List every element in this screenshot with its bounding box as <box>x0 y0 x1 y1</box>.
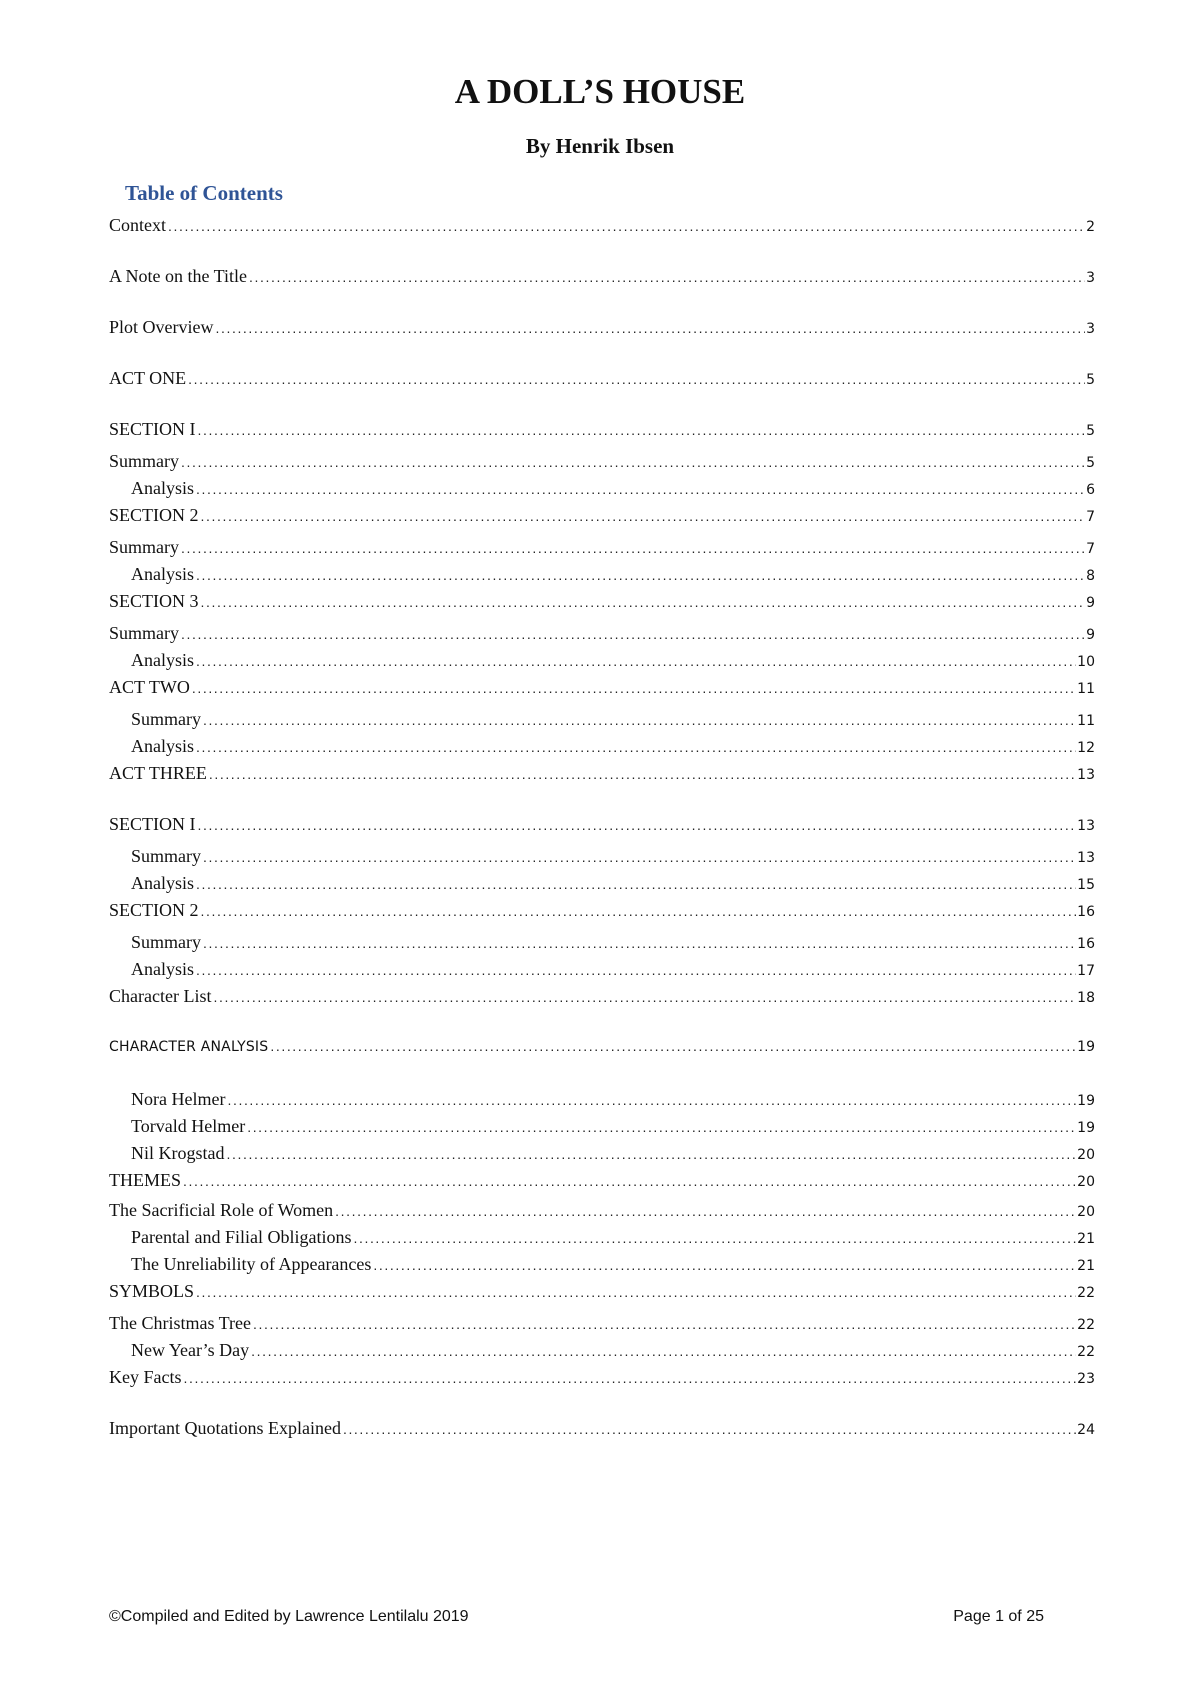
toc-entry-page-number: 2 <box>1086 219 1095 235</box>
toc-dot-leader <box>196 739 1076 755</box>
toc-entry-label: A Note on the Title <box>109 266 248 286</box>
toc-entry[interactable] <box>109 537 1095 559</box>
toc-entry-page-number: 13 <box>1077 850 1095 866</box>
toc-dot-leader <box>196 481 1085 497</box>
toc-dot-leader <box>183 1173 1076 1189</box>
toc-dot-leader <box>196 567 1085 583</box>
toc-dot-leader <box>203 712 1076 728</box>
toc-entry-page-number: 10 <box>1077 654 1095 670</box>
toc-entry-page-number: 3 <box>1086 321 1095 337</box>
toc-dot-leader <box>247 1119 1076 1135</box>
toc-entry-page-number: 21 <box>1077 1258 1095 1274</box>
toc-entry-label: Summary <box>131 846 201 866</box>
toc-entry-label: ACT ONE <box>109 368 187 388</box>
toc-entry-label: Torvald Helmer <box>131 1116 246 1136</box>
toc-entry-label: CHARACTER ANALYSIS <box>109 1039 269 1055</box>
toc-entry[interactable] <box>109 451 1095 473</box>
toc-entry-page-number: 3 <box>1086 270 1095 286</box>
toc-entry[interactable] <box>109 900 1095 922</box>
toc-entry-page-number: 16 <box>1077 936 1095 952</box>
toc-entry[interactable] <box>109 1170 1095 1192</box>
page-footer <box>109 1608 1044 1626</box>
toc-entry[interactable] <box>109 1418 1095 1440</box>
toc-entry-page-number: 17 <box>1077 963 1095 979</box>
toc-entry-label: Analysis <box>131 736 194 756</box>
toc-entry[interactable] <box>131 959 1095 981</box>
toc-dot-leader <box>203 849 1076 865</box>
toc-entry-page-number: 5 <box>1086 423 1095 439</box>
toc-entry-page-number: 19 <box>1077 1093 1095 1109</box>
toc-dot-leader <box>353 1230 1076 1246</box>
toc-entry-label: SECTION 2 <box>109 900 199 920</box>
toc-entry-label: SECTION I <box>109 419 196 439</box>
toc-entry-label: SECTION 2 <box>109 505 199 525</box>
toc-dot-leader <box>198 422 1086 438</box>
toc-entry-label: SECTION I <box>109 814 196 834</box>
toc-entry[interactable] <box>109 591 1095 613</box>
toc-entry[interactable] <box>131 709 1095 731</box>
toc-entry[interactable] <box>109 1313 1095 1335</box>
toc-entry-page-number: 6 <box>1086 482 1095 498</box>
toc-entry[interactable] <box>131 650 1095 672</box>
toc-entry[interactable] <box>109 1367 1095 1389</box>
toc-entry-page-number: 12 <box>1077 740 1095 756</box>
toc-entry-label: Key Facts <box>109 1367 182 1387</box>
toc-entry-label: SECTION 3 <box>109 591 199 611</box>
document-title: A DOLL’S HOUSE <box>454 72 746 111</box>
toc-dot-leader <box>203 935 1076 951</box>
toc-entry[interactable] <box>131 736 1095 758</box>
toc-entry[interactable] <box>131 1254 1095 1276</box>
toc-entry-page-number: 22 <box>1077 1344 1095 1360</box>
toc-dot-leader <box>215 320 1085 336</box>
toc-dot-leader <box>188 371 1085 387</box>
toc-entry-label: ACT THREE <box>109 763 207 783</box>
toc-entry-label: Character List <box>109 986 212 1006</box>
toc-entry-label: Nora Helmer <box>131 1089 226 1109</box>
toc-entry-label: THEMES <box>109 1170 181 1190</box>
toc-entry-label: Summary <box>109 537 179 557</box>
toc-entry[interactable] <box>109 317 1095 339</box>
toc-entry[interactable] <box>131 873 1095 895</box>
toc-entry-page-number: 20 <box>1077 1204 1095 1220</box>
toc-dot-leader <box>335 1203 1076 1219</box>
toc-entry[interactable] <box>131 478 1095 500</box>
toc-dot-leader <box>343 1421 1076 1437</box>
toc-entry-label: Analysis <box>131 650 194 670</box>
toc-entry[interactable] <box>109 1200 1095 1222</box>
toc-entry-page-number: 9 <box>1086 595 1095 611</box>
toc-dot-leader <box>201 594 1086 610</box>
toc-entry[interactable] <box>109 505 1095 527</box>
toc-dot-leader <box>373 1257 1076 1273</box>
toc-entry[interactable] <box>109 986 1095 1008</box>
toc-entry[interactable] <box>131 1143 1095 1165</box>
toc-dot-leader <box>249 269 1085 285</box>
toc-entry-page-number: 7 <box>1086 509 1095 525</box>
toc-dot-leader <box>213 989 1076 1005</box>
toc-entry-label: Summary <box>131 932 201 952</box>
toc-entry[interactable] <box>131 846 1095 868</box>
toc-entry[interactable] <box>131 564 1095 586</box>
toc-dot-leader <box>253 1316 1076 1332</box>
toc-entry-page-number: 24 <box>1077 1422 1095 1438</box>
toc-entry[interactable] <box>109 1281 1095 1303</box>
toc-dot-leader <box>209 766 1076 782</box>
toc-entry-label: Nil Krogstad <box>131 1143 225 1163</box>
toc-dot-leader <box>168 218 1085 234</box>
toc-dot-leader <box>181 626 1085 642</box>
toc-entry-label: Plot Overview <box>109 317 214 337</box>
toc-entry-page-number: 23 <box>1077 1371 1095 1387</box>
toc-entry[interactable] <box>131 1089 1095 1111</box>
toc-entry-label: Summary <box>109 451 179 471</box>
toc-entry-label: The Unreliability of Appearances <box>131 1254 372 1274</box>
toc-entry-page-number: 13 <box>1077 818 1095 834</box>
toc-entry[interactable] <box>131 1340 1095 1362</box>
toc-entry-page-number: 11 <box>1077 713 1095 729</box>
toc-dot-leader <box>201 903 1077 919</box>
toc-entry[interactable] <box>131 1227 1095 1249</box>
toc-entry[interactable] <box>109 623 1095 645</box>
toc-entry-page-number: 19 <box>1077 1120 1095 1136</box>
toc-entry[interactable] <box>109 814 1095 836</box>
toc-entry[interactable] <box>131 1116 1095 1138</box>
toc-entry-label: Summary <box>109 623 179 643</box>
toc-entry-page-number: 22 <box>1077 1285 1095 1301</box>
toc-dot-leader <box>201 508 1086 524</box>
toc-dot-leader <box>227 1092 1076 1108</box>
toc-entry-page-number: 5 <box>1086 372 1095 388</box>
toc-entry-label: The Christmas Tree <box>109 1313 251 1333</box>
toc-entry-label: SYMBOLS <box>109 1281 195 1301</box>
toc-dot-leader <box>196 876 1076 892</box>
toc-dot-leader <box>196 962 1076 978</box>
toc-entry-label: Important Quotations Explained <box>109 1418 341 1438</box>
toc-dot-leader <box>196 653 1076 669</box>
toc-entry[interactable] <box>109 763 1095 785</box>
toc-entry-page-number: 15 <box>1077 877 1095 893</box>
toc-entry-page-number: 21 <box>1077 1231 1095 1247</box>
toc-entry-label: Analysis <box>131 873 194 893</box>
toc-entry-label: Summary <box>131 709 201 729</box>
toc-entry-page-number: 20 <box>1077 1174 1095 1190</box>
toc-entry-page-number: 5 <box>1086 455 1095 471</box>
toc-entry-page-number: 9 <box>1086 627 1095 643</box>
toc-entry-label: New Year’s Day <box>131 1340 250 1360</box>
toc-entry[interactable] <box>109 368 1095 390</box>
toc-dot-leader <box>251 1343 1076 1359</box>
toc-entry-label: Analysis <box>131 564 194 584</box>
toc-entry-page-number: 20 <box>1077 1147 1095 1163</box>
toc-entry-page-number: 8 <box>1086 568 1095 584</box>
toc-dot-leader <box>198 817 1077 833</box>
toc-entry-page-number: 11 <box>1077 681 1095 697</box>
toc-entry[interactable] <box>109 677 1095 699</box>
toc-entry-label: Analysis <box>131 478 194 498</box>
footer-copyright: ©Compiled and Edited by Lawrence Lentilalu 2019 <box>109 1608 469 1625</box>
toc-entry[interactable] <box>109 215 1095 237</box>
toc-entry[interactable] <box>109 266 1095 288</box>
toc-dot-leader <box>183 1370 1076 1386</box>
toc-entry-label: Context <box>109 215 166 235</box>
toc-entry-label: The Sacrificial Role of Women <box>109 1200 334 1220</box>
document-author: By Henrik Ibsen <box>525 134 675 158</box>
footer-page-number: Page 1 of 25 <box>953 1608 1044 1625</box>
toc-entry-page-number: 13 <box>1077 767 1095 783</box>
toc-dot-leader <box>270 1038 1076 1054</box>
toc-dot-leader <box>192 680 1076 696</box>
toc-dot-leader <box>227 1146 1077 1162</box>
toc-entry[interactable] <box>109 419 1095 441</box>
toc-entry-page-number: 7 <box>1086 541 1095 557</box>
toc-entry-page-number: 18 <box>1077 990 1095 1006</box>
toc-dot-leader <box>181 454 1085 470</box>
toc-dot-leader <box>181 540 1085 556</box>
toc-heading: Table of Contents <box>125 181 283 205</box>
toc-entry[interactable] <box>131 932 1095 954</box>
toc-entry-label: Parental and Filial Obligations <box>131 1227 352 1247</box>
toc-entry-page-number: 19 <box>1077 1039 1095 1055</box>
toc-entry-label: Analysis <box>131 959 194 979</box>
toc-dot-leader <box>196 1284 1076 1300</box>
toc-entry-page-number: 16 <box>1077 904 1095 920</box>
toc-entry[interactable] <box>109 1038 1095 1060</box>
toc-entry-page-number: 22 <box>1077 1317 1095 1333</box>
toc-entry-label: ACT TWO <box>109 677 190 697</box>
